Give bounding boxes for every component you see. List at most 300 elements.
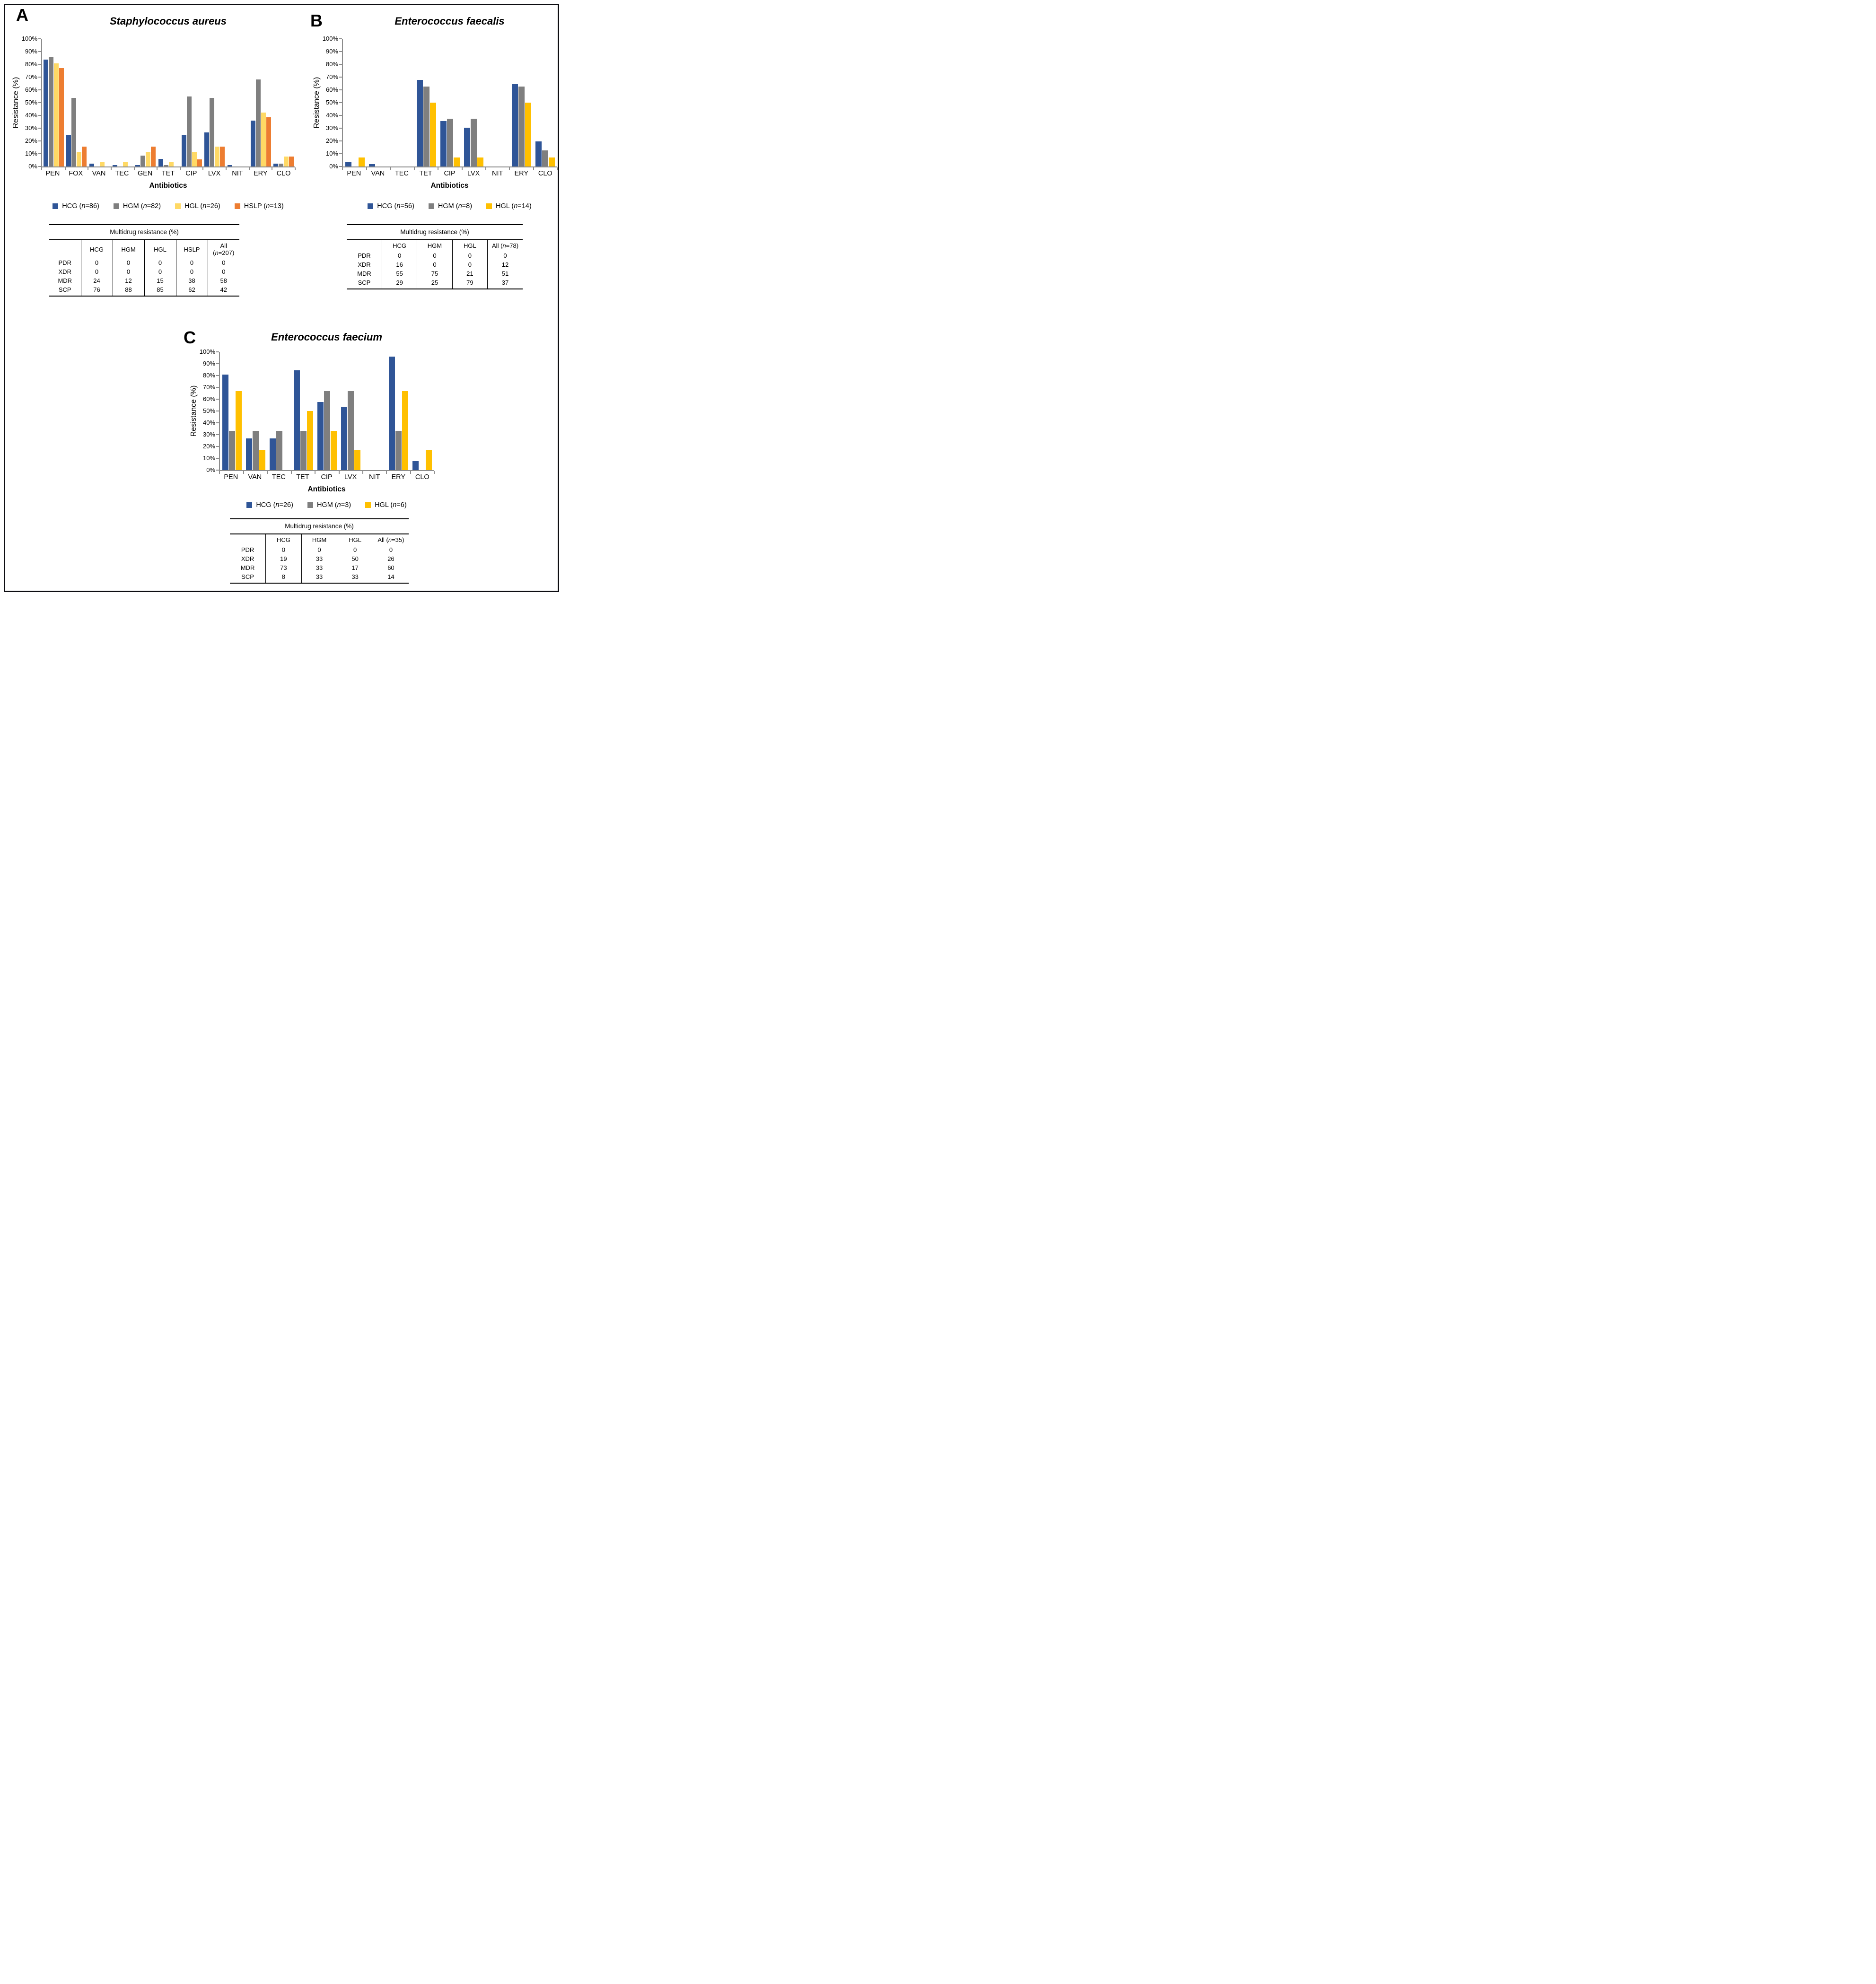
- y-tick-label: 20%: [202, 443, 215, 450]
- bar-group-nit: [226, 39, 249, 166]
- y-tick-mark: [38, 89, 41, 90]
- x-tick-mark: [410, 471, 411, 474]
- legend-label: HCG (n=86): [62, 202, 99, 210]
- table-column-header: HCG: [382, 240, 417, 251]
- table-cell: 42: [208, 285, 239, 296]
- y-tick-label: 30%: [202, 431, 215, 438]
- x-category-label-clo: CLO: [415, 473, 430, 481]
- bar-hgm-tet: [423, 87, 430, 166]
- bar-hgm-clo: [279, 164, 283, 166]
- legend-item-hgl: [486, 202, 532, 210]
- legend-label: HGL (n=6): [375, 501, 407, 509]
- bar-hcg-tet: [158, 159, 163, 166]
- x-axis-label: Antibiotics: [430, 182, 469, 190]
- x-tick-mark: [295, 167, 296, 170]
- legend-swatch-hslp: [235, 203, 240, 209]
- table-cell: 12: [113, 276, 144, 285]
- y-tick-label: 60%: [25, 86, 37, 93]
- table-cell: 0: [176, 267, 208, 276]
- legend-b: [342, 202, 557, 210]
- y-tick-label: 30%: [325, 124, 338, 131]
- y-tick-mark: [339, 128, 342, 129]
- legend-item-hgl: [175, 202, 220, 210]
- table-row-label: SCP: [347, 278, 382, 289]
- legend-label: HCG (n=56): [377, 202, 414, 210]
- y-tick-label: 10%: [202, 454, 215, 462]
- table-cell: 88: [113, 285, 144, 296]
- x-axis-label: Antibiotics: [149, 182, 187, 190]
- bar-hgl-pen: [359, 157, 365, 166]
- bar-hcg-ery: [389, 357, 395, 471]
- y-axis-label: Resistance (%): [12, 77, 20, 129]
- legend-label: HGM (n=3): [316, 501, 351, 509]
- y-axis-label: Resistance (%): [190, 385, 198, 437]
- legend-item-hgm: [307, 501, 351, 509]
- bar-group-tet: [291, 352, 315, 470]
- chart-title-b: Enterococcus faecalis: [394, 15, 505, 27]
- x-category-label-van: VAN: [371, 170, 385, 177]
- y-tick-mark: [216, 399, 219, 400]
- x-category-label-van: VAN: [248, 473, 262, 481]
- x-category-label-lvx: LVX: [344, 473, 357, 481]
- table-cell: 0: [81, 258, 113, 267]
- table-cell: 38: [176, 276, 208, 285]
- bar-group-tec: [268, 352, 291, 470]
- y-tick-label: 20%: [325, 137, 338, 144]
- bar-group-tec: [111, 39, 134, 166]
- y-tick-label: 20%: [25, 137, 37, 144]
- bar-group-van: [244, 352, 267, 470]
- bar-hgm-tet: [164, 165, 168, 166]
- table-row-pdr: [49, 258, 239, 267]
- x-tick-mark: [362, 471, 363, 474]
- legend-item-hcg: [368, 202, 414, 210]
- bar-group-tet: [157, 39, 180, 166]
- bar-hcg-nit: [228, 165, 232, 166]
- table-row-label: SCP: [230, 572, 266, 583]
- bar-hcg-van: [246, 438, 252, 470]
- y-tick-mark: [216, 434, 219, 435]
- y-tick-label: 70%: [202, 384, 215, 391]
- y-tick-mark: [38, 38, 41, 39]
- y-tick-mark: [339, 89, 342, 90]
- bar-hcg-clo: [412, 461, 419, 470]
- bar-hgm-lvx: [348, 391, 354, 470]
- legend-swatch-hgm: [114, 203, 119, 209]
- x-tick-mark: [41, 167, 42, 170]
- bar-hgm-ery: [518, 87, 525, 166]
- y-tick-mark: [339, 166, 342, 167]
- table-cell: 73: [266, 563, 302, 572]
- table-cell: 76: [81, 285, 113, 296]
- y-tick-label: 30%: [25, 124, 37, 131]
- x-category-label-tet: TET: [296, 473, 309, 481]
- table-cell: 14: [373, 572, 409, 583]
- bar-hgl-ery: [261, 113, 266, 166]
- y-tick-mark: [38, 51, 41, 52]
- plot-area: [199, 348, 434, 473]
- table-cell: 16: [382, 260, 417, 269]
- table-row-label: XDR: [58, 268, 71, 275]
- table-cell: 0: [301, 545, 337, 554]
- y-tick-label: 0%: [28, 163, 37, 170]
- x-tick-mark: [202, 167, 203, 170]
- panel-b-header: [307, 7, 557, 31]
- chart-title-a: Staphylococcus aureus: [110, 15, 227, 27]
- bar-hcg-ery: [512, 84, 518, 166]
- bar-group-ery: [386, 352, 410, 470]
- table-column-header: [347, 240, 382, 251]
- table-row-xdr: [230, 554, 409, 563]
- panel-c-header: [184, 327, 434, 346]
- x-tick-mark: [485, 167, 486, 170]
- x-tick-mark: [243, 471, 244, 474]
- legend-item-hgm: [429, 202, 472, 210]
- bar-groups: [343, 39, 557, 166]
- y-tick-label: 70%: [325, 73, 338, 80]
- table-row-xdr: [347, 260, 523, 269]
- x-tick-mark: [267, 471, 268, 474]
- table-cell: 0: [144, 258, 176, 267]
- bar-hgl-cip: [331, 431, 337, 470]
- legend-label: HGM (n=82): [123, 202, 161, 210]
- legend-item-hcg: [53, 202, 99, 210]
- y-tick-label: 80%: [325, 61, 338, 68]
- table-cell: 33: [337, 572, 373, 583]
- legend-label: HSLP (n=13): [244, 202, 284, 210]
- table-cell: 33: [301, 563, 337, 572]
- x-category-labels: [41, 170, 295, 177]
- bar-hgm-lvx: [471, 119, 477, 166]
- y-tick-mark: [38, 153, 41, 154]
- table-cell: 62: [176, 285, 208, 296]
- table-cell: 0: [417, 260, 452, 269]
- bar-hgm-tec: [276, 431, 282, 470]
- y-tick-label: 0%: [206, 466, 215, 473]
- table-row-label: PDR: [58, 259, 71, 266]
- bar-hgl-lvx: [354, 450, 360, 470]
- x-category-label-nit: NIT: [368, 473, 380, 481]
- bar-hgl-tet: [430, 103, 436, 166]
- y-tick-label: 60%: [325, 86, 338, 93]
- bar-group-nit: [486, 39, 509, 166]
- legend-swatch-hgm: [429, 203, 434, 209]
- x-tick-mark: [111, 167, 112, 170]
- bar-group-tec: [391, 39, 414, 166]
- bar-hgl-cip: [454, 157, 460, 166]
- table-row-scp: [347, 278, 523, 289]
- legend-c: [219, 501, 434, 509]
- table-column-header: HCG: [81, 240, 113, 258]
- bar-hgm-cip: [187, 96, 192, 166]
- table-row-label: SCP: [49, 285, 81, 296]
- y-tick-label: 100%: [21, 35, 37, 42]
- panel-a-header: [6, 7, 295, 31]
- x-tick-mark: [386, 471, 387, 474]
- bar-hcg-pen: [222, 375, 228, 470]
- table-cell: 8: [266, 572, 302, 583]
- table-row-mdr: [49, 276, 239, 285]
- panel-c: [184, 327, 434, 584]
- table-column-header: All (n=78): [488, 240, 523, 251]
- x-category-label-lvx: LVX: [208, 170, 221, 177]
- legend-item-hslp: [235, 202, 284, 210]
- table-title: Multidrug resistance (%): [347, 225, 523, 240]
- table-column-header: HGL: [452, 240, 487, 251]
- bar-hslp-gen: [151, 147, 156, 166]
- y-tick-mark: [339, 77, 342, 78]
- legend-label: HGM (n=8): [438, 202, 473, 210]
- x-category-label-nit: NIT: [491, 170, 503, 177]
- y-tick-mark: [339, 115, 342, 116]
- table-column-header: HCG: [266, 534, 302, 545]
- x-category-label-tet: TET: [419, 170, 432, 177]
- y-tick-mark: [38, 64, 41, 65]
- y-tick-label: 50%: [25, 99, 37, 106]
- table-title: Multidrug resistance (%): [230, 519, 409, 534]
- bar-hcg-pen: [345, 162, 351, 166]
- bar-hgm-lvx: [210, 98, 214, 166]
- bar-hcg-tec: [113, 165, 117, 166]
- y-tick-mark: [216, 363, 219, 364]
- bar-hgl-clo: [549, 157, 555, 166]
- table-row-mdr: [230, 563, 409, 572]
- table-cell: 29: [382, 278, 417, 289]
- y-tick-label: 90%: [325, 48, 338, 55]
- y-tick-label: 40%: [202, 419, 215, 426]
- y-tick-mark: [216, 375, 219, 376]
- y-tick-mark: [339, 140, 342, 141]
- x-tick-mark: [462, 167, 463, 170]
- table-cell: 0: [266, 545, 302, 554]
- bar-group-clo: [272, 39, 295, 166]
- x-tick-mark: [226, 167, 227, 170]
- panel-label-b: B: [310, 11, 323, 30]
- x-category-label-tec: TEC: [115, 170, 129, 177]
- y-tick-label: 50%: [202, 407, 215, 414]
- y-tick-label: 90%: [202, 360, 215, 367]
- bar-hgl-lvx: [477, 157, 483, 166]
- bar-group-clo: [534, 39, 557, 166]
- bar-hcg-lvx: [204, 132, 209, 166]
- bar-hcg-gen: [135, 165, 140, 166]
- bar-hcg-tet: [417, 80, 423, 166]
- table-cell: 19: [266, 554, 302, 563]
- x-tick-mark: [533, 167, 534, 170]
- x-tick-mark: [134, 167, 135, 170]
- bar-group-cip: [180, 39, 203, 166]
- table-cell: 0: [488, 251, 523, 260]
- y-tick-label: 80%: [202, 372, 215, 379]
- table-row-pdr: [230, 545, 409, 554]
- y-tick-mark: [216, 387, 219, 388]
- table-cell: 75: [417, 269, 452, 278]
- table-row-pdr: [347, 251, 523, 260]
- x-tick-mark: [509, 167, 510, 170]
- table-cell: 17: [337, 563, 373, 572]
- y-tick-label: 70%: [25, 73, 37, 80]
- table-cell: 21: [452, 269, 487, 278]
- mdr-table-a: [49, 224, 239, 297]
- x-category-labels: [342, 170, 557, 177]
- bar-group-lvx: [339, 352, 363, 470]
- x-tick-mark: [557, 167, 558, 170]
- bar-hcg-lvx: [341, 407, 347, 471]
- table-cell: 0: [113, 258, 144, 267]
- bar-group-fox: [65, 39, 88, 166]
- bar-group-pen: [42, 39, 65, 166]
- legend-swatch-hcg: [368, 203, 373, 209]
- bar-group-cip: [315, 352, 339, 470]
- y-axis-label: Resistance (%): [313, 77, 321, 129]
- table-cell: 25: [417, 278, 452, 289]
- y-tick-mark: [216, 470, 219, 471]
- y-tick-mark: [38, 140, 41, 141]
- y-tick-label: 40%: [25, 112, 37, 119]
- bar-group-pen: [220, 352, 244, 470]
- table-cell: 0: [452, 251, 487, 260]
- y-tick-label: 40%: [325, 112, 338, 119]
- bar-hgm-tet: [300, 431, 307, 470]
- table-column-header: HGM: [417, 240, 452, 251]
- table-row-label: PDR: [241, 546, 254, 553]
- x-category-label-lvx: LVX: [467, 170, 480, 177]
- table-cell: 37: [488, 278, 523, 289]
- x-category-label-pen: PEN: [224, 473, 238, 481]
- bar-hslp-fox: [82, 147, 87, 166]
- bar-group-gen: [134, 39, 158, 166]
- legend-label: HCG (n=26): [256, 501, 293, 509]
- legend-swatch-hgm: [307, 502, 313, 508]
- y-tick-mark: [38, 166, 41, 167]
- table-title: Multidrug resistance (%): [49, 225, 239, 240]
- bar-groups: [42, 39, 295, 166]
- panel-label-a: A: [16, 5, 28, 25]
- table-cell: 0: [417, 251, 452, 260]
- y-tick-mark: [38, 128, 41, 129]
- table-cell: 50: [337, 554, 373, 563]
- bar-group-tet: [414, 39, 438, 166]
- x-tick-mark: [219, 471, 220, 474]
- mdr-table-c: [230, 518, 409, 584]
- bar-hcg-tec: [270, 438, 276, 470]
- x-tick-mark: [434, 471, 435, 474]
- legend-swatch-hcg: [53, 203, 58, 209]
- bar-hgm-cip: [447, 119, 453, 166]
- panel-a: [6, 7, 295, 297]
- x-category-label-cip: CIP: [321, 473, 333, 481]
- bar-hslp-lvx: [220, 147, 225, 166]
- x-category-label-van: VAN: [92, 170, 106, 177]
- bar-group-ery: [509, 39, 533, 166]
- legend-label: HGL (n=14): [496, 202, 532, 210]
- legend-item-hgm: [114, 202, 161, 210]
- bar-hgl-tet: [169, 162, 174, 166]
- bar-group-van: [88, 39, 111, 166]
- table-cell: 0: [113, 267, 144, 276]
- table-column-header: HGL: [337, 534, 373, 545]
- bar-group-ery: [249, 39, 272, 166]
- table-row-scp: [230, 572, 409, 583]
- bar-hgm-ery: [256, 79, 261, 166]
- bar-hgm-pen: [229, 431, 235, 470]
- table-column-header: [49, 240, 81, 258]
- x-tick-mark: [414, 167, 415, 170]
- y-tick-mark: [339, 64, 342, 65]
- y-tick-label: 80%: [25, 61, 37, 68]
- table-cell: 51: [488, 269, 523, 278]
- bar-hgm-cip: [324, 391, 330, 470]
- x-category-label-gen: GEN: [137, 170, 153, 177]
- bar-group-nit: [363, 352, 386, 470]
- bar-hgl-tet: [307, 411, 313, 470]
- x-category-label-ery: ERY: [253, 170, 268, 177]
- y-tick-mark: [216, 458, 219, 459]
- table-cell: 0: [373, 545, 409, 554]
- bar-hgm-fox: [71, 98, 76, 166]
- y-tick-mark: [339, 153, 342, 154]
- bar-hgl-clo: [426, 450, 432, 470]
- bar-hcg-ery: [251, 121, 255, 166]
- x-tick-mark: [180, 167, 181, 170]
- bar-hslp-pen: [59, 68, 64, 166]
- bar-group-lvx: [203, 39, 226, 166]
- y-tick-mark: [339, 38, 342, 39]
- y-tick-mark: [38, 102, 41, 103]
- bar-hcg-cip: [317, 402, 324, 470]
- legend-label: HGL (n=26): [184, 202, 220, 210]
- bar-hgl-van: [259, 450, 265, 470]
- x-category-label-cip: CIP: [444, 170, 456, 177]
- x-tick-mark: [291, 471, 292, 474]
- bar-hcg-clo: [273, 164, 278, 166]
- y-tick-label: 100%: [199, 348, 215, 355]
- table-cell: 0: [337, 545, 373, 554]
- panel-b: [307, 7, 557, 289]
- table-cell: 0: [452, 260, 487, 269]
- x-tick-mark: [366, 167, 367, 170]
- bar-hgm-van: [253, 431, 259, 470]
- x-category-label-ery: ERY: [391, 473, 405, 481]
- table-column-header: [230, 534, 266, 545]
- table-row-label: XDR: [241, 555, 254, 562]
- bar-hcg-tet: [294, 370, 300, 471]
- bar-chart-a: [6, 35, 295, 190]
- table-cell: 60: [373, 563, 409, 572]
- bar-hslp-ery: [266, 117, 271, 166]
- x-category-label-clo: CLO: [276, 170, 291, 177]
- bar-hgl-gen: [146, 152, 150, 166]
- legend-a: [41, 202, 295, 210]
- bar-group-van: [367, 39, 390, 166]
- bar-hcg-lvx: [464, 128, 470, 166]
- legend-item-hcg: [246, 501, 293, 509]
- x-tick-mark: [342, 167, 343, 170]
- bar-hgl-ery: [402, 391, 408, 470]
- y-tick-mark: [216, 351, 219, 352]
- table-cell: 0: [208, 258, 239, 267]
- y-tick-label: 0%: [329, 163, 338, 170]
- bar-chart-b: [307, 35, 557, 190]
- x-category-label-tec: TEC: [394, 170, 409, 177]
- bar-hcg-van: [369, 164, 375, 166]
- table-cell: 0: [81, 267, 113, 276]
- table-cell: 26: [373, 554, 409, 563]
- table-cell: 33: [301, 554, 337, 563]
- bar-hgl-clo: [284, 157, 289, 166]
- x-category-label-fox: FOX: [69, 170, 83, 177]
- x-category-label-cip: CIP: [185, 170, 197, 177]
